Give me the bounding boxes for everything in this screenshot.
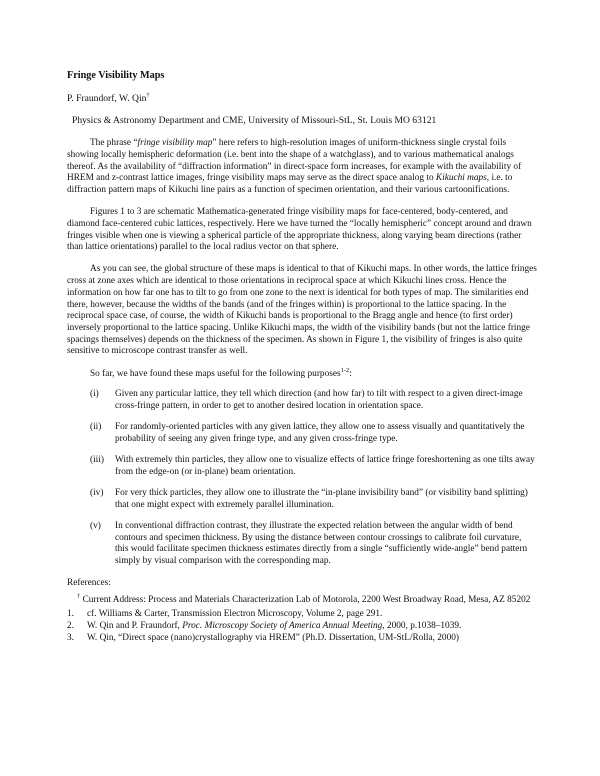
reference-pages: , 2000, p.1038–1039. [382,620,462,631]
purpose-number: (i) [90,389,99,400]
affiliation: Physics & Astronomy Department and CME, University of Missouri-StL, St. Louis MO 63121 [72,115,437,127]
reference-item [67,633,537,645]
purpose-text: For randomly-oriented particles with any given lattice, they allow one to assess visually and quantitatively the probability of seeing any given fringe type, and any given cross-fringe type. [115,422,525,444]
reference-item [67,621,537,633]
paragraph-global-structure: As you can see, the global structure of these maps is identical to that of Kikuchi maps. In other words, the lattice fringes cross at zone axes which are identical to those orientations in reciprocal space at which Kikuchi lines cross. Hence the information on how far one has to tilt to go from one zone to the next is identical for both types of map. The similarities end there, however, because the widths of the bands (and of the fringes within) is proportional to the lattice spacing. In the reciprocal space case, of course, the width of Kikuchi bands is proportional to the Bragg angle and hence (to first order) inversely proportional to the lattice spacing. Unlike Kikuchi maps, the width of the visibility bands (but not the lattice fringe spacings themselves) depends on the thickness of the specimen. As shown in Figure 1, the visibility of fringes is also quite sensitive to microscope contrast transfer as well. [67,264,537,357]
purposes-lead-citation: 1-2 [340,366,350,374]
purpose-number: (v) [90,520,101,531]
purpose-item [67,389,537,412]
paper-title: Fringe Visibility Maps [67,70,165,81]
purpose-number: (iv) [90,487,104,498]
purpose-text: With extremely thin particles, they allow one to visualize effects of lattice fringe foreshortening as one tilts away from the edge-on (or in-plane) beam orientation. [115,455,535,477]
purposes-list [67,389,537,567]
p1-c: ” here refers to high-resolution images of uniform-thickness single crystal foils showing locally hemispheric deformation (i.e. bent into the shape of a watchglass), and to various mathematical analogs thereof. As the availability of “diffraction information” in direct-space form increases, for example with the availability of HREM and z-contrast lattice images, fringe visibility maps may serve as the direct space analog to [67,138,522,184]
reference-authors: W. Qin and P. Fraundorf, [87,620,183,631]
purpose-text: In conventional diffraction contrast, they illustrate the expected relation between the angular width of bend contours and specimen thickness. By using the distance between contour crossings to calibrate foil curvature, this would facilitate specimen thickness estimates directly from a single “sufficiently wide-angle” bend pattern simply by visual comparison with the corresponding map. [115,520,528,566]
authors-text: P. Fraundorf, W. Qin [67,92,147,104]
purpose-item [67,521,537,568]
p1-term-fringe-visibility-map: fringe visibility map [137,138,213,149]
reference-venue: Proc. Microscopy Society of America Annual Meeting [182,620,383,631]
purposes-lead-text: So far, we have found these maps useful for the following purposes [90,368,341,379]
authors-footnote-mark: † [146,91,150,99]
reference-number: 1. [67,609,74,620]
purpose-number: (ii) [90,422,102,433]
p1-e: , i.e. to diffraction pattern maps of Kikuchi line pairs as a function of specimen orientation, and their various cartoonifications. [67,173,513,195]
document-content [67,70,537,644]
reference-number: 2. [67,620,74,631]
reference-number: 3. [67,632,74,643]
p1-a: The phrase “ [90,138,138,149]
author-footnote [67,595,537,607]
purpose-number: (iii) [90,455,104,466]
purpose-item [67,488,537,511]
footnote-text: Current Address: Process and Materials Characterization Lab of Motorola, 2200 West Broadway Road, Mesa, AZ 85202 [82,595,531,606]
purpose-text: For very thick particles, they allow one to illustrate the “in-plane invisibility band” (or visibility band splitting) that one might expect with extremely parallel illumination. [115,487,528,510]
paragraph-intro [67,138,537,197]
p1-term-kikuchi-maps: Kikuchi maps [435,173,487,184]
purposes-lead-colon: : [349,368,352,379]
paper-authors [67,93,537,105]
purpose-item [67,422,537,445]
references-heading: References: [67,577,111,588]
reference-item [67,609,537,621]
paragraph-purposes-lead [67,366,537,381]
reference-text: W. Qin, “Direct space (nano)crystallography via HREM” (Ph.D. Dissertation, UM-StL/Rolla, 2000) [87,632,459,643]
paragraph-figures: Figures 1 to 3 are schematic Mathematica-generated fringe visibility maps for face-centered, body-centered, and diamond face-centered cubic lattices, respectively. Here we have turned the “locally hemispheric” concept around and drawn fringes visible when one is viewing a spherical particle of the appropriate thickness, along varying beam directions (rather than lattice orientations) parallel to the local radius vector on that sphere. [67,207,532,253]
footnote-mark: † [77,593,81,601]
purpose-item [67,455,537,478]
reference-text: cf. Williams & Carter, Transmission Electron Microscopy, Volume 2, page 291. [87,609,383,620]
purpose-text: Given any particular lattice, they tell which direction (and how far) to tilt with respect to a given direct-image cross-fringe pattern, in order to get to another desired location in orientation space. [115,389,523,411]
